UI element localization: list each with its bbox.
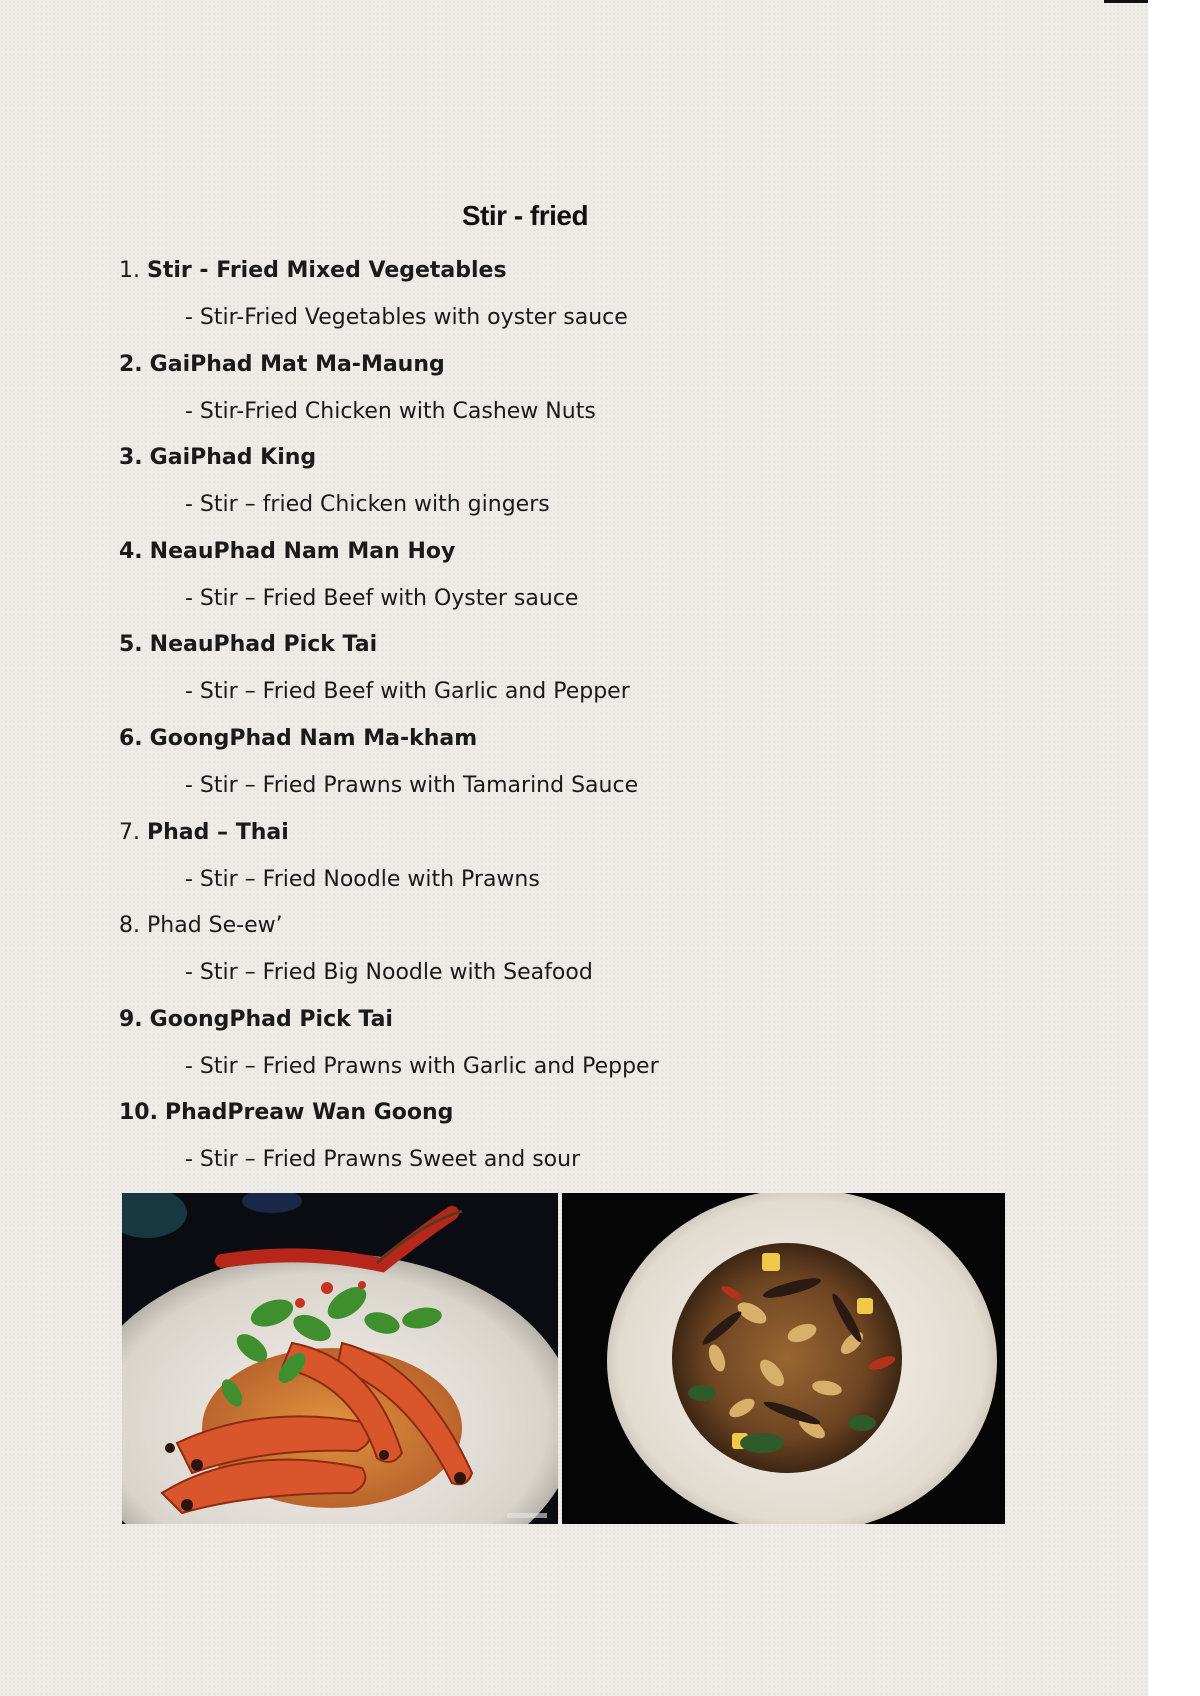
menu-item-number: 6. [119, 725, 143, 751]
scan-edge-mark [1104, 0, 1148, 3]
menu-item-name: GaiPhad Mat Ma-Maung [149, 351, 445, 377]
menu-item-description: - Stir – fried Chicken with gingers [185, 492, 550, 518]
menu-item-number: 2. [119, 351, 143, 377]
menu-item-name: GaiPhad King [149, 445, 317, 471]
photo-strip [122, 1193, 1005, 1524]
menu-item-heading [119, 443, 316, 473]
menu-item [119, 724, 1019, 818]
menu-item-name: Stir - Fried Mixed Vegetables [147, 258, 507, 283]
menu-item [119, 256, 1019, 350]
menu-item-name: GoongPhad Pick Tai [149, 1006, 393, 1032]
prawn-dish-photo [122, 1193, 558, 1524]
menu-item-description: - Stir – Fried Beef with Garlic and Pepper [185, 679, 630, 705]
menu-item [119, 911, 1019, 1005]
menu-item-name: NeauPhad Nam Man Hoy [149, 538, 456, 564]
menu-item [119, 818, 1019, 912]
menu-item-description: - Stir – Fried Prawns Sweet and sour [185, 1147, 581, 1173]
menu-item-heading [119, 350, 445, 380]
menu-item-name: PhadPreaw Wan Goong [164, 1100, 454, 1126]
menu-item-heading [119, 1005, 393, 1035]
menu-item-name: GoongPhad Nam Ma-kham [149, 725, 478, 751]
menu-item [119, 537, 1019, 631]
menu-item-description: - Stir – Fried Prawns with Garlic and Pepper [185, 1053, 659, 1079]
menu-item-heading [119, 818, 289, 848]
menu-item-heading [119, 630, 377, 660]
menu-item [119, 630, 1019, 724]
menu-item [119, 443, 1019, 537]
menu-item-name: Phad – Thai [147, 819, 289, 845]
menu-item-number: 1. [119, 258, 140, 283]
menu-item-description: - Stir-Fried Vegetables with oyster sauce [185, 305, 628, 330]
menu-item-description: - Stir – Fried Big Noodle with Seafood [185, 960, 593, 986]
menu-item [119, 1098, 1019, 1192]
menu-item-description: - Stir – Fried Noodle with Prawns [185, 866, 540, 892]
menu-item-heading [119, 537, 455, 567]
menu-item-description: - Stir – Fried Prawns with Tamarind Sauce [185, 772, 639, 798]
menu-item-heading [119, 1098, 453, 1128]
menu-item-name: NeauPhad Pick Tai [149, 632, 378, 658]
menu-item-number: 7. [119, 819, 140, 845]
menu-item-number: 4. [119, 538, 143, 564]
menu-item-name: Phad Se-ew’ [147, 913, 283, 939]
menu-item-number: 9. [119, 1006, 143, 1032]
menu-item-heading [119, 911, 283, 941]
cashew-chicken-photo [562, 1193, 1005, 1524]
menu-item-number: 5. [119, 632, 143, 658]
menu-item-heading [119, 256, 507, 286]
menu-item-number: 3. [119, 445, 143, 471]
menu-item-number: 10. [119, 1100, 158, 1126]
page-title: Stir - fried [461, 200, 589, 231]
menu-item-description: - Stir-Fried Chicken with Cashew Nuts [185, 398, 596, 424]
menu-item [119, 350, 1019, 444]
menu-item-description: - Stir – Fried Beef with Oyster sauce [185, 585, 579, 611]
menu-item [119, 1005, 1019, 1099]
menu-item-number: 8. [119, 913, 140, 939]
menu-list [119, 256, 1019, 1192]
menu-item-heading [119, 724, 477, 754]
